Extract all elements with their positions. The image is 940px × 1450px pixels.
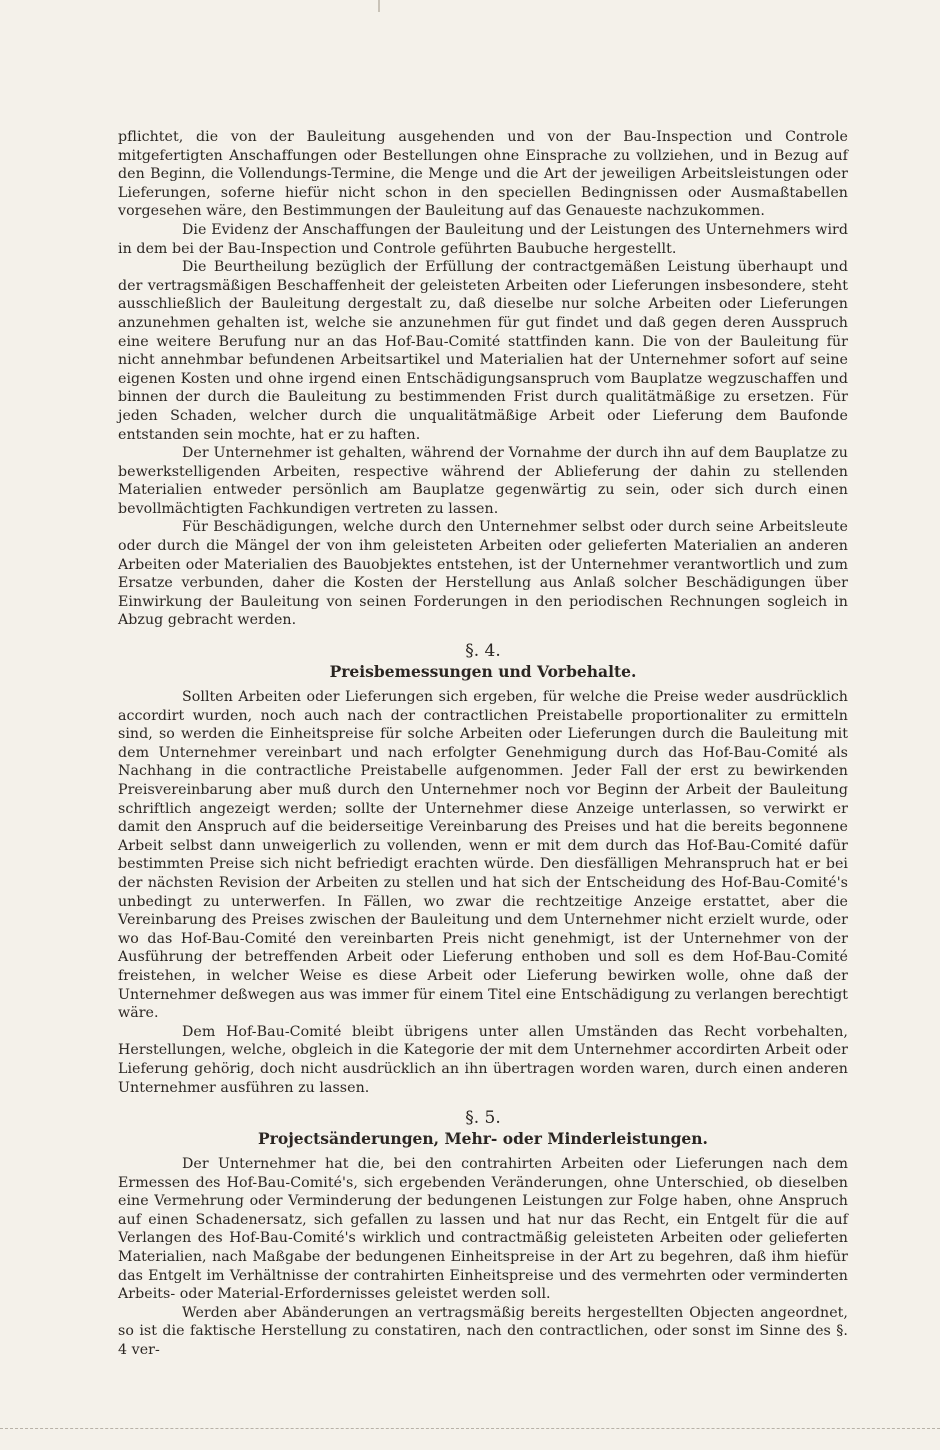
s3-paragraph-4: Der Unternehmer ist gehalten, während der Vornahme der durch ihn auf dem Bauplatze zu bewerkstelligenden Arbeiten, respective während der Ablieferung der dahin zu stellenden Materialien entweder persönlich am Bauplatze gegenwärtig zu sein, oder sich durch einen bevollmächtigten Fachkundigen vertreten zu lassen.	[118, 445, 848, 517]
section-5-number: §. 5.	[465, 1108, 501, 1129]
section-4-number: §. 4.	[465, 641, 501, 662]
s5-paragraph-1: Der Unternehmer hat die, bei den contrahirten Arbeiten oder Lieferungen nach dem Ermessen des Hof-Bau-Comité's, sich ergebenden Veränderungen, ohne Unterschied, ob dieselben eine Vermehrung oder Verminderung der bedungenen Leistungen zur Folge haben, ohne Anspruch auf einen Schadenersatz, sich gefallen zu lassen und hat nur das Recht, ein Entgelt für die auf Verlangen des Hof-Bau-Comité's wirklich und contractmäßig geleisteten Arbeiten oder gelieferten Materialien, nach Maßgabe der bedungenen Einheitspreise in der Art zu begehren, daß ihm hiefür das Entgelt im Verhältnisse der contrahirten Einheitspreise und des vermehrten oder verminderten Arbeits- oder Material-Erfordernisses geleistet werden soll.	[118, 1156, 848, 1303]
s3-paragraph-2: Die Evidenz der Anschaffungen der Bauleitung und der Leistungen des Unternehmers wird in dem bei der Bau-Inspection und Controle geführten Baubuche hergestellt.	[118, 221, 848, 257]
s3-paragraph-1: pflichtet, die von der Bauleitung ausgehenden und von der Bau-Inspection und Controle mitgefertigten Anschaffungen oder Bestellungen ohne Einsprache zu vollziehen, und in Bezug auf den Beginn, die Vollendungs-Termine, die Menge und die Art der jeweiligen Arbeitsleistungen oder Lieferungen, soferne hiefür nicht schon in den speciellen Bedingnissen oder Ausmaßtabellen vorgesehen wäre, den Bestimmungen der Bauleitung auf das Genaueste nachzukommen.	[118, 129, 848, 220]
s4-paragraph-1: Sollten Arbeiten oder Lieferungen sich ergeben, für welche die Preise weder ausdrücklich accordirt wurden, noch auch nach der contractlichen Preistabelle proportionaliter zu ermitteln sind, so werden die Einheitspreise für solche Arbeiten oder Lieferungen durch die Bauleitung mit dem Unternehmer vereinbart und nach erfolgter Genehmigung durch das Hof-Bau-Comité als Nachhang in die contractliche Preistabelle aufgenommen. Jeder Fall der erst zu bewirkenden Preisvereinbarung aber muß durch den Unternehmer noch vor Beginn der Arbeit der Bauleitung schriftlich angezeigt werden; sollte der Unternehmer diese Anzeige unterlassen, so verwirkt er damit den Anspruch auf die beiderseitige Vereinbarung des Preises und hat die bereits begonnene Arbeit selbst dann unweigerlich zu vollenden, wenn er mit dem durch das Hof-Bau-Comité dafür bestimmten Preise sich nicht befriedigt erachten würde. Den diesfälligen Mehranspruch hat er bei der nächsten Revision der Arbeiten zu stellen und hat sich der Entscheidung des Hof-Bau-Comité's unbedingt zu unterwerfen. In Fällen, wo zwar die rechtzeitige Anzeige erstattet, aber die Vereinbarung des Preises zwischen der Bauleitung und dem Unternehmer nicht erzielt wurde, oder wo das Hof-Bau-Comité den vereinbarten Preis nicht genehmigt, ist der Unternehmer von der Ausführung der betreffenden Arbeit oder Lieferung enthoben und soll es dem Hof-Bau-Comité freistehen, in welcher Weise es diese Arbeit oder Lieferung bewirken wolle, ohne daß der Unternehmer deßwegen aus was immer für einem Titel eine Entschädigung zu verlangen berechtigt wäre.	[118, 689, 848, 1022]
scan-smudge	[378, 0, 380, 12]
s3-paragraph-5: Für Beschädigungen, welche durch den Unternehmer selbst oder durch seine Arbeitsleute oder durch die Mängel der von ihm geleisteten Arbeiten oder gelieferten Materialien an anderen Arbeiten oder Materialien des Bauobjektes entstehen, ist der Unternehmer verantwortlich und zum Ersatze verbunden, daher die Kosten der Herstellung aus Anlaß solcher Beschädigungen über Einwirkung der Bauleitung von seinen Forderungen in den periodischen Rechnungen sogleich in Abzug gebracht werden.	[118, 519, 848, 629]
section-5-title: Projectsänderungen, Mehr- oder Minderleistungen.	[258, 1129, 708, 1149]
section-4-title: Preisbemessungen und Vorbehalte.	[329, 662, 637, 682]
s3-paragraph-3: Die Beurtheilung bezüglich der Erfüllung der contractgemäßen Leistung überhaupt und der vertragsmäßigen Beschaffenheit der geleisteten Arbeiten oder Lieferungen insbesondere, steht ausschließlich der Bauleitung dergestalt zu, daß dieselbe nur solche Arbeiten oder Lieferungen anzunehmen gehalten ist, welche sie anzunehmen für gut findet und daß gegen deren Ausspruch eine weitere Berufung nur an das Hof-Bau-Comité stattfinden kann. Die von der Bauleitung für nicht annehmbar befundenen Arbeitsartikel und Materialien hat der Unternehmer sofort auf seine eigenen Kosten und ohne irgend einen Entschädigungsanspruch vom Bauplatze wegzuschaffen und binnen der durch die Bauleitung zu bestimmenden Frist durch qualitätmäßige zu ersetzen. Für jeden Schaden, welcher durch die unqualitätmäßige Arbeit oder Lieferung dem Baufonde entstanden sein mochte, hat er zu haften.	[118, 259, 848, 443]
scan-edge-line	[0, 1428, 940, 1429]
s5-paragraph-2: Werden aber Abänderungen an vertragsmäßig bereits hergestellten Objecten angeordnet, so ist die faktische Herstellung zu constatiren, nach den contractlichen, oder sonst im Sinne des §. 4 ver-	[118, 1304, 848, 1359]
s4-paragraph-2: Dem Hof-Bau-Comité bleibt übrigens unter allen Umständen das Recht vorbehalten, Herstellungen, welche, obgleich in die Kategorie der mit dem Unternehmer accordirten Arbeit oder Lieferung gehörig, doch nicht ausdrücklich an ihn übertragen worden waren, durch einen anderen Unternehmer ausführen zu lassen.	[118, 1023, 848, 1096]
